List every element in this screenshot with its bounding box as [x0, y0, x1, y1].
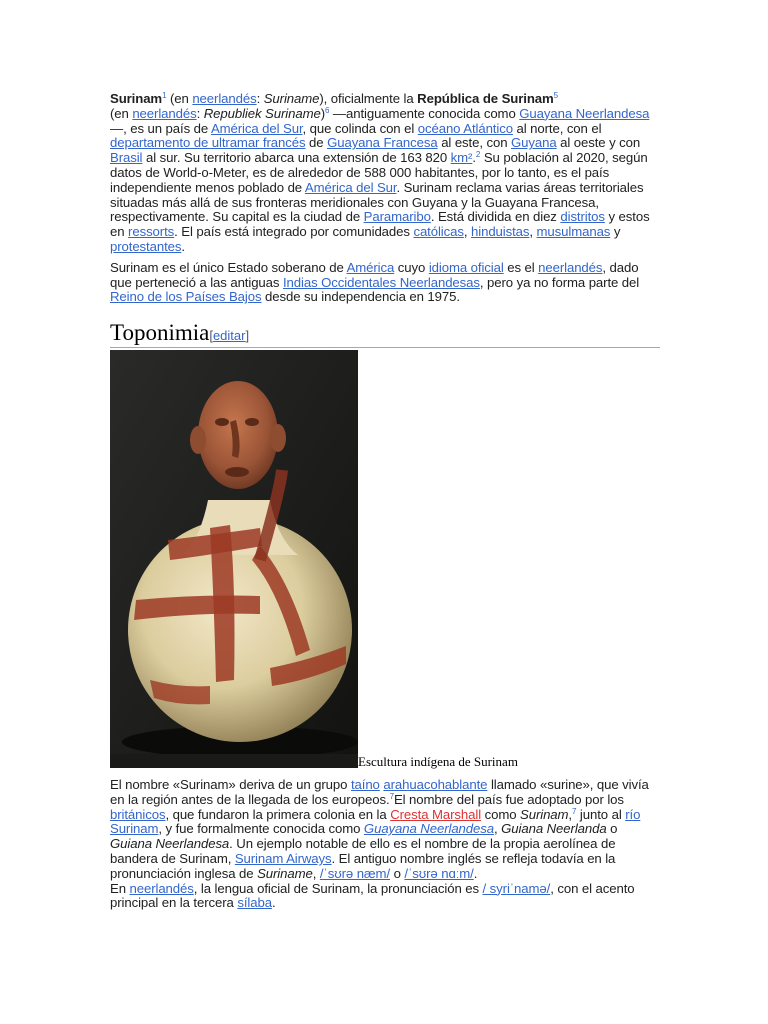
link-surinam-airways[interactable]: Surinam Airways — [234, 850, 332, 866]
link-neerlandes[interactable]: neerlandés — [192, 91, 257, 106]
sculpture-illustration — [110, 350, 358, 768]
link-reino-paises-bajos[interactable]: Reino de los Países Bajos — [110, 289, 262, 305]
link-taino[interactable]: taíno — [350, 777, 380, 792]
link-brasil[interactable]: Brasil — [110, 150, 143, 166]
link-neerlandes[interactable]: neerlandés — [538, 259, 603, 275]
link-distritos[interactable]: distritos — [560, 209, 605, 225]
link-km2[interactable]: km² — [450, 150, 473, 166]
link-guyana[interactable]: Guyana — [511, 135, 557, 151]
link-idioma-oficial[interactable]: idioma oficial — [428, 259, 504, 275]
section-heading-toponimia — [110, 320, 660, 348]
link-ipa-pronunciation-3[interactable]: / syriˈnamə/ — [482, 880, 551, 896]
article-subject: Surinam — [110, 91, 163, 106]
article-intro — [110, 92, 662, 311]
link-america[interactable]: América — [346, 259, 395, 275]
link-ipa-pronunciation-1[interactable]: /ˈsʊrə næm/ — [319, 865, 391, 881]
intro-paragraph-2: Surinam es el único Estado soberano de América cuyo idioma oficial es el neerlandés, dado que perteneció a las antiguas Indias Occidentales Neerlandesas, pero ya no forma parte del Reino de los Países Bajos desde su independencia en 1975. — [110, 259, 640, 305]
link-catolicas[interactable]: católicas — [413, 224, 464, 240]
intro-paragraph-1: Surinam$^1$ (en neerlandés: Suriname), oficialmente la República de Surinam$^5$ (en neerlandés: Republiek Suriname)$^6$ —antiguamente conocida como Guayana Neerlandesa—, es un país de América del Sur, que colinda con el océano Atlántico al norte, con el departamento de ultramar francés de Guayana Francesa al este, con Guyana al oeste y con Brasil al sur. Su territorio abarca una extensión de 163 820 km².$^2$ Su población al 2020, según datos de World-o-Meter, es de alrededor de 588 000 habitantes, por lo tanto, es el país independiente menos poblado de América del Sur. Surinam reclama varias áreas territoriales situadas más allá de sus fronteras meridionales con Guyana y la Guayana Francesa, respectivamente. Su capital es la ciudad de Paramaribo. Está dividida en diez distritos y estos en ressorts. El país está integrado por comunidades católicas, hinduistas, musulmanas y protestantes. — [110, 91, 650, 254]
link-paramaribo[interactable]: Paramaribo — [363, 209, 431, 225]
link-ressorts[interactable]: ressorts — [128, 224, 175, 240]
link-musulmanas[interactable]: musulmanas — [536, 224, 611, 240]
link-hinduistas[interactable]: hinduistas — [471, 224, 530, 240]
footnote-ref[interactable]: 2 — [475, 150, 481, 160]
link-guayana-francesa[interactable]: Guayana Francesa — [327, 135, 438, 151]
link-oceano-atlantico[interactable]: océano Atlántico — [417, 120, 513, 136]
link-neerlandes[interactable]: neerlandés — [129, 880, 194, 896]
link-cresta-marshall[interactable]: Cresta Marshall — [390, 806, 482, 822]
footnote-ref[interactable]: 6 — [324, 105, 330, 115]
footnote-ref[interactable]: 1 — [162, 91, 167, 100]
link-protestantes[interactable]: protestantes — [110, 238, 182, 254]
link-guayana-neerlandesa[interactable]: Guayana Neerlandesa — [519, 105, 650, 121]
link-ipa-pronunciation-2[interactable]: /ˈsʊrə nɑːm/ — [404, 865, 474, 881]
footnote-ref[interactable]: 7 — [572, 806, 577, 816]
sculpture-image[interactable] — [110, 350, 358, 768]
link-arahuacohablante[interactable]: arahuacohablante — [383, 777, 488, 792]
section-title: Toponimia — [110, 320, 210, 345]
section-paragraph-1: El nombre «Surinam» deriva de un grupo taíno arahuacohablante llamado «surine», que vivía en la región antes de la llegada de los europeos.$^7$El nombre del país fue adoptado por los británicos, que fundaron la primera colonia en la Cresta Marshall como Surinam,$^7$ junto al río Surinam, y fue formalmente conocida como Guayana Neerlandesa, Guiana Neerlanda o Guiana Neerlandesa. Un ejemplo notable de ello es el nombre de la propia aerolínea de bandera de Surinam, Surinam Airways. El antiguo nombre inglés se refleja todavía en la pronunciación inglesa de Suriname, /ˈsʊrə næm/ o /ˈsʊrə nɑːm/. En neerlandés, la lengua oficial de Surinam, la pronunciación es / syriˈnamə/, con el acento principal en la tercera sílaba. — [110, 777, 649, 911]
link-america-del-sur[interactable]: América del Sur — [210, 120, 303, 136]
link-indias-occidentales[interactable]: Indias Occidentales Neerlandesas — [282, 274, 480, 290]
footnote-ref[interactable]: 5 — [553, 91, 559, 100]
article-section-body — [110, 778, 662, 917]
link-silaba[interactable]: sílaba — [237, 895, 272, 911]
official-name: República de Surinam — [417, 91, 554, 106]
image-caption: Escultura indígena de Surinam — [358, 754, 518, 769]
edit-section-link[interactable]: [editar] — [209, 328, 250, 343]
footnote-ref[interactable]: 7 — [389, 791, 394, 801]
link-guayana-neerlandesa[interactable]: Guayana Neerlandesa — [363, 821, 494, 837]
link-america-del-sur[interactable]: América del Sur — [304, 179, 397, 195]
link-departamento-ultramar[interactable]: departamento de ultramar francés — [110, 135, 306, 151]
edit-link[interactable]: editar — [212, 328, 246, 343]
link-neerlandes[interactable]: neerlandés — [132, 105, 197, 121]
link-rio-surinam[interactable]: río Surinam — [110, 806, 641, 837]
link-britanicos[interactable]: británicos — [110, 806, 166, 822]
